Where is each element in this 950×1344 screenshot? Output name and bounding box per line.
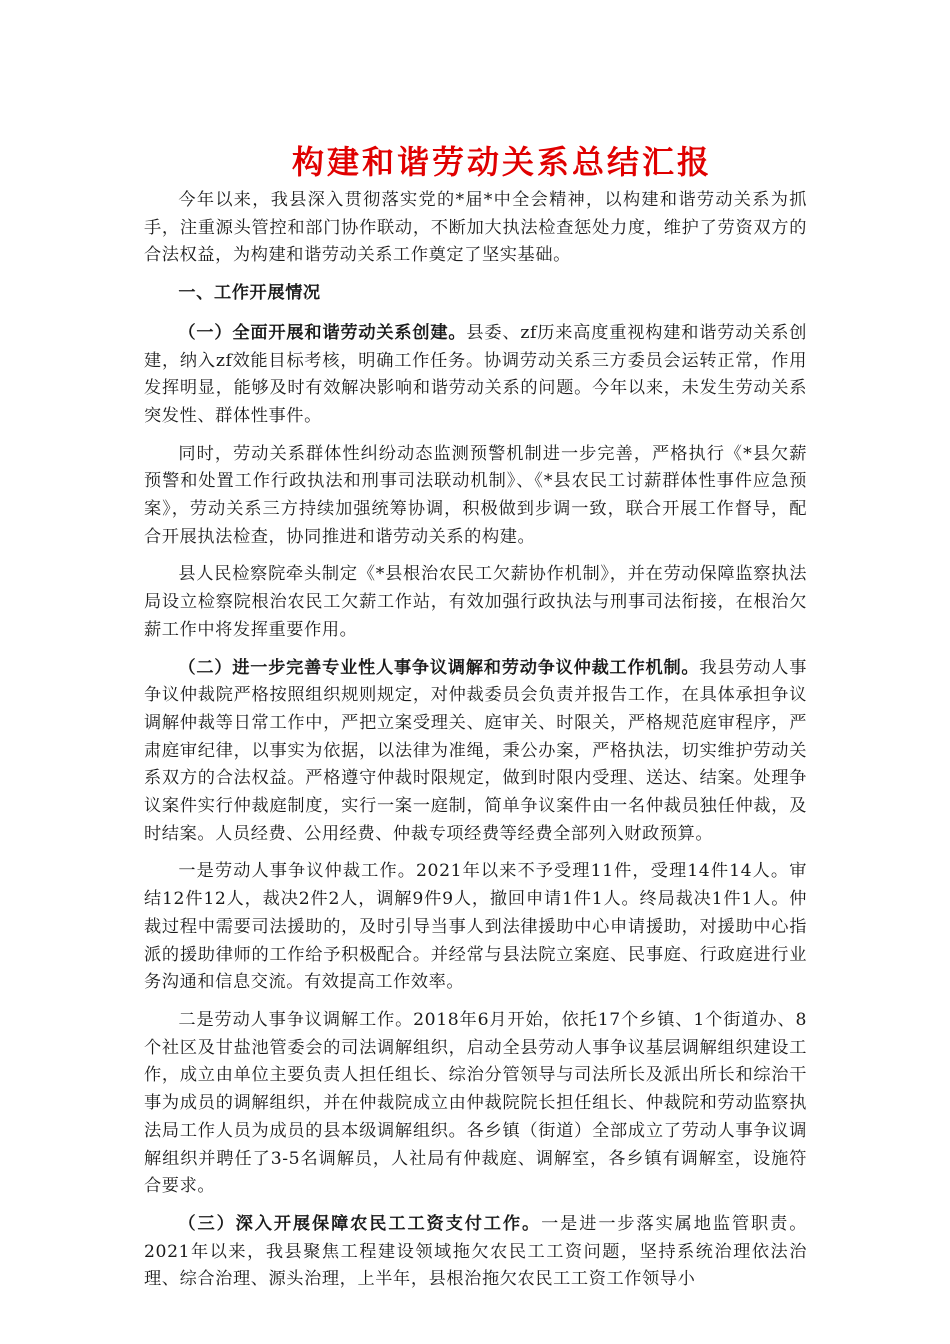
intro-paragraph: [144, 187, 807, 270]
document-title: 构建和谐劳动关系总结汇报: [291, 143, 712, 181]
paragraph-text: 同时，劳动关系群体性纠纷动态监测预警机制进一步完善，严格执行《*县欠薪预警和处置工作行政执法和刑事司法联动机制》、《*县农民工讨薪群体性事件应急预案》，劳动关系三方持续加强统筹协调，积极做到步调一致，联合开展工作督导，配合开展执法检查，协同推进和谐劳动关系的构建。: [144, 443, 807, 547]
subsection-paragraph: [144, 1211, 807, 1294]
paragraph-lead: （三）深入开展保障农民工工资支付工作。: [178, 1213, 542, 1234]
paragraph-text: 一是劳动人事争议仲裁工作。2021年以来不予受理11件，受理14件14人。审结12件12人，裁决2件2人，调解9件9人，撤回申请1件1人。终局裁决1件1人。仲裁过程中需要司法援助的，及时引导当事人到法律援助中心申请援助，对援助中心指派的援助律师的工作给予积极配合。并经常与县法院立案庭、民事庭、行政庭进行业务沟通和信息交流。有效提高工作效率。: [144, 861, 807, 993]
paragraph-text: 一是进一步落实属地监管职责。2021年以来，我县聚焦工程建设领域拖欠农民工工资问题，坚持系统治理依法治理、综合治理、源头治理，上半年，县根治拖欠农民工工资工作领导小: [144, 1213, 807, 1290]
paragraph-text: 我县劳动人事争议仲裁院严格按照组织规则规定，对仲裁委员会负责并报告工作，在具体承担争议调解仲裁等日常工作中，严把立案受理关、庭审关、时限关，严格规范庭审程序，严肃庭审纪律，以事实为依据，以法律为准绳，秉公办案，严格执法，切实维护劳动关系双方的合法权益。严格遵守仲裁时限规定，做到时限内受理、送达、结案。处理争议案件实行仲裁庭制度，实行一案一庭制，简单争议案件由一名仲裁员独任仲裁，及时结案。人员经费、公用经费、仲裁专项经费等经费全部列入财政预算。: [144, 657, 807, 844]
paragraph-lead: （二）进一步完善专业性人事争议调解和劳动争议仲裁工作机制。: [178, 657, 700, 678]
subsection-paragraph: [144, 655, 807, 849]
section-heading: [144, 280, 807, 308]
paragraph-text: 今年以来，我县深入贯彻落实党的*届*中全会精神，以构建和谐劳动关系为抓手，注重源头管控和部门协作联动，不断加大执法检查惩处力度，维护了劳资双方的合法权益，为构建和谐劳动关系工作奠定了坚实基础。: [144, 190, 807, 266]
document-body: [144, 187, 807, 1304]
paragraph-text: 县人民检察院牵头制定《*县根治农民工欠薪协作机制》，并在劳动保障监察执法局设立检察院根治农民工欠薪工作站，有效加强行政执法与刑事司法衔接，在根治欠薪工作中将发挥重要作用。: [144, 564, 807, 640]
body-paragraph: [144, 858, 807, 997]
paragraph-lead: 一、工作开展情况: [178, 283, 321, 304]
body-paragraph: [144, 441, 807, 552]
paragraph-lead: （一）全面开展和谐劳动关系创建。: [178, 322, 467, 343]
paragraph-text: 二是劳动人事争议调解工作。2018年6月开始，依托17个乡镇、1个街道办、8个社区及甘盐池管委会的司法调解组织，启动全县劳动人事争议基层调解组织建设工作，成立由单位主要负责人担任组长、综治分管领导与司法所长及派出所长和综治干事为成员的调解组织，并在仲裁院成立由仲裁院院长担任组长、仲裁院和劳动监察执法局工作人员为成员的县本级调解组织。各乡镇（街道）全部成立了劳动人事争议调解组织并聘任了3-5名调解员，人社局有仲裁庭、调解室，各乡镇有调解室，设施符合要求。: [144, 1009, 807, 1197]
body-paragraph: [144, 1007, 807, 1201]
paragraph-text: 县委、zf历来高度重视构建和谐劳动关系创建，纳入zf效能目标考核，明确工作任务。协调劳动关系三方委员会运转正常，作用发挥明显，能够及时有效解决影响和谐劳动关系的问题。今年以来，未发生劳动关系突发性、群体性事件。: [144, 322, 807, 426]
subsection-paragraph: [144, 320, 807, 431]
body-paragraph: [144, 561, 807, 644]
